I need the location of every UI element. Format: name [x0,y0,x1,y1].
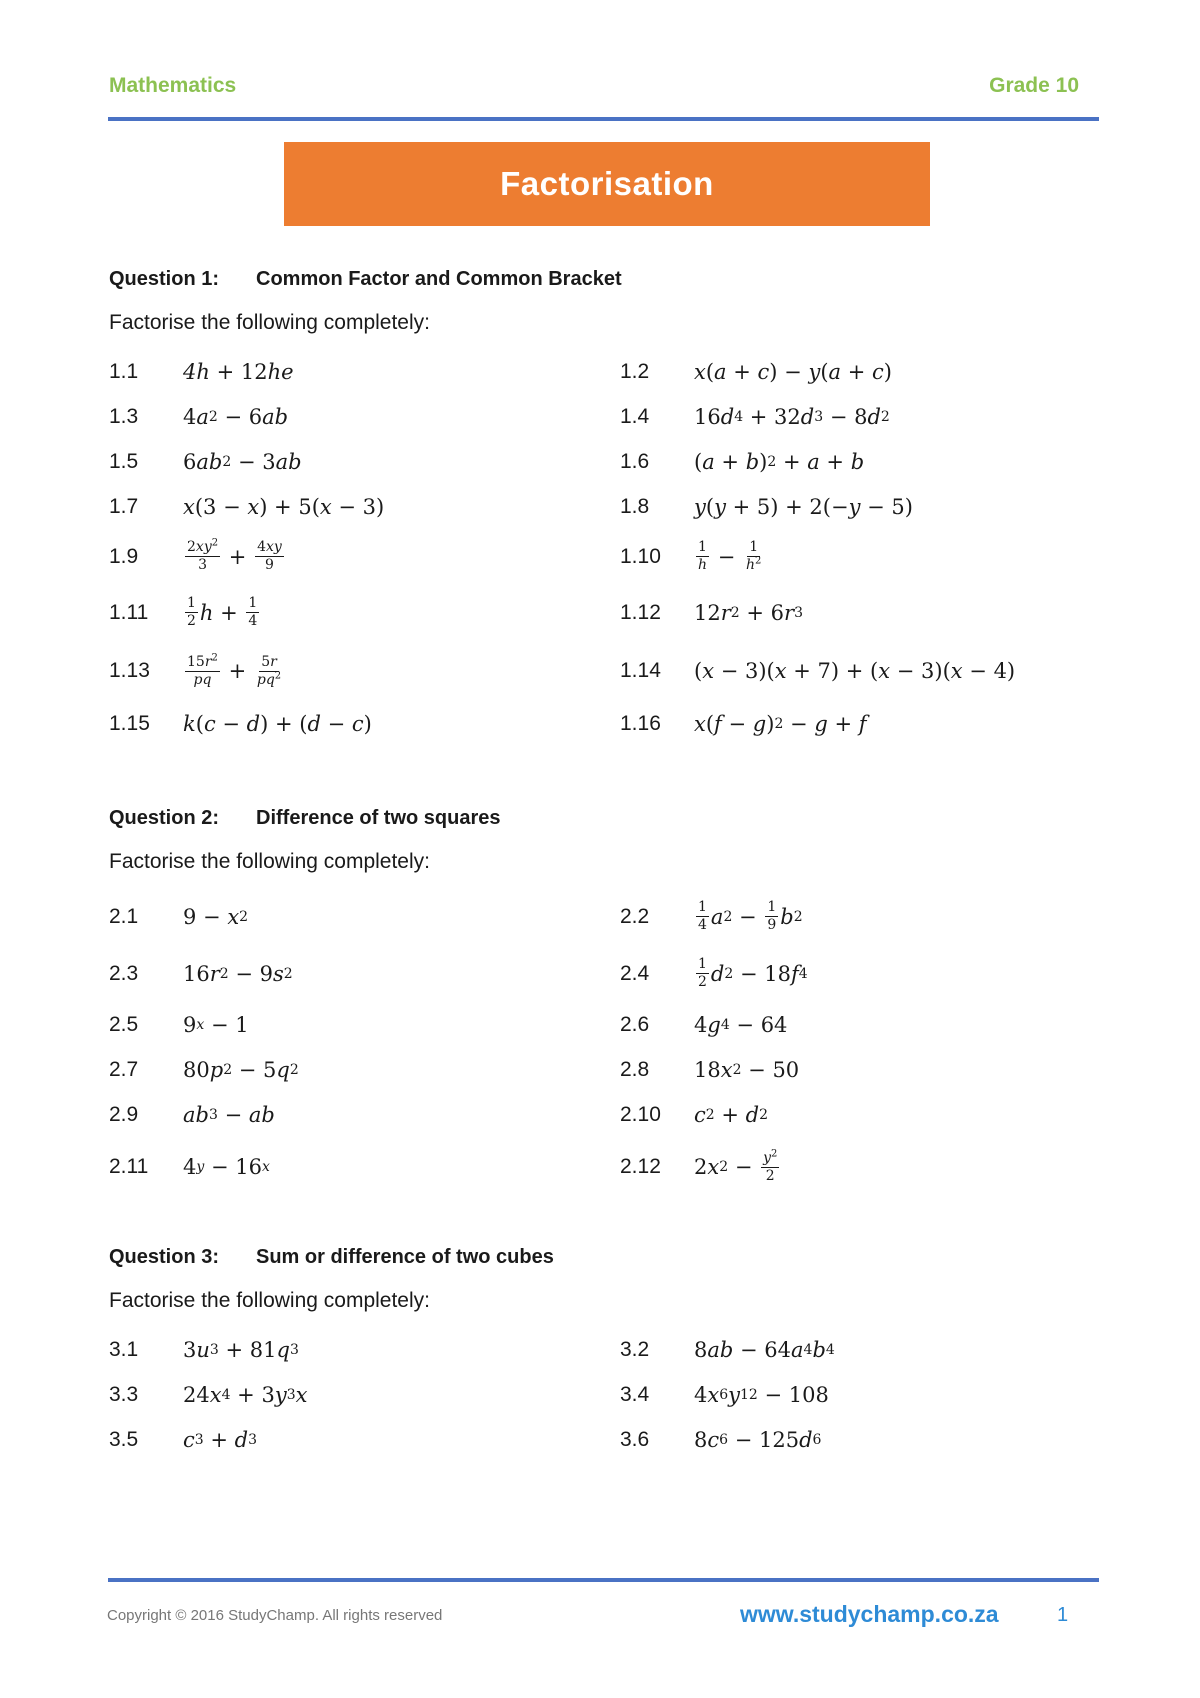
item-expression: 80 p 2 − 5 q 2 [183,1057,299,1082]
item-expression: 4 x 6 y 12 − 108 [694,1382,829,1407]
item-expression: 18 x 2 − 50 [694,1057,800,1082]
item-number: 3.6 [620,1427,650,1451]
item-1-6 [620,439,1099,484]
item-expression: x ( a + c ) − y ( a + c ) [694,359,892,384]
item-number: 2.1 [109,904,139,928]
item-expression: $\frac{1}{4}$ a 2 − $\frac{1}{9}$ b 2 [698,899,803,933]
item-2-11 [109,1137,620,1197]
item-number: 1.1 [109,359,139,383]
item-2-6 [620,1002,1099,1047]
question-2-label: Question 2: [109,806,220,829]
item-expression: ab 3 − ab [183,1102,275,1127]
item-2-3 [109,945,620,1002]
item-number: 1.4 [620,404,650,428]
item-number: 2.12 [620,1155,661,1178]
item-number: 1.11 [109,600,149,624]
item-expression: $\frac{1}{h}$ − $\frac{1}{h^2}$ [698,539,762,573]
item-expression: $\frac{1}{2}$ h + $\frac{1}{4}$ [187,595,258,629]
footer-copyright: Copyright © 2016 StudyChamp. All rights reserved [107,1607,443,1624]
item-2-10 [620,1092,1099,1137]
item-expression: y ( y + 5) + 2(− y − 5) [694,494,913,519]
item-2-12 [620,1137,1099,1197]
item-number: 1.8 [620,494,650,518]
item-number: 3.1 [109,1337,139,1361]
item-number: 1.12 [620,600,661,624]
item-number: 2.8 [620,1057,650,1081]
question-2-grid [109,888,1099,1197]
item-number: 1.7 [109,494,139,518]
item-expression: 4 y − 16 x [183,1155,270,1179]
item-number: 2.2 [620,904,650,928]
item-1-7 [109,484,620,529]
item-number: 1.6 [620,449,650,473]
item-2-2 [620,888,1099,945]
item-2-9 [109,1092,620,1137]
item-expression: ( x − 3)( x + 7) + ( x − 3)( x − 4) [694,659,1016,683]
question-1-instruction: Factorise the following completely: [109,311,430,334]
item-2-7 [109,1047,620,1092]
item-number: 1.16 [620,711,661,735]
footer-website-link[interactable]: www.studychamp.co.za [740,1601,999,1627]
item-1-4 [620,394,1099,439]
header-subject: Mathematics [109,74,237,97]
item-expression: 2 x 2 − $\frac{y^2}{2}$ [694,1148,778,1184]
item-1-11 [109,584,620,641]
item-3-4 [620,1372,1099,1417]
item-number: 2.6 [620,1012,650,1036]
page-title: Factorisation [284,142,930,226]
item-number: 3.5 [109,1427,139,1451]
item-expression: $\frac{15r^2}{pq}$ + $\frac{5r}{pq^2}$ [187,652,282,688]
item-1-16 [620,701,1099,746]
item-expression: 4 a 2 − 6 ab [183,404,289,429]
item-3-5 [109,1417,620,1462]
question-2-instruction: Factorise the following completely: [109,850,430,873]
item-number: 1.2 [620,359,650,383]
item-number: 2.4 [620,961,650,985]
item-expression: 16 r 2 − 9 s 2 [183,961,293,986]
item-number: 1.5 [109,449,139,473]
item-1-1 [109,349,620,394]
item-expression: 6 ab 2 − 3 ab [183,449,302,474]
item-1-9 [109,529,620,584]
page-number: 1 [1057,1604,1069,1626]
item-1-15 [109,701,620,746]
item-expression: 9 − x 2 [183,904,249,929]
item-2-8 [620,1047,1099,1092]
item-1-12 [620,584,1099,641]
item-1-10 [620,529,1099,584]
item-2-1 [109,888,620,945]
item-number: 2.7 [109,1057,139,1081]
item-3-3 [109,1372,620,1417]
item-1-5 [109,439,620,484]
item-expression: 8 ab − 64 a 4 b 4 [694,1337,835,1362]
question-1-label: Question 1: [109,267,220,290]
question-3-topic: Sum or difference of two cubes [256,1245,554,1268]
footer-rule [108,1578,1099,1582]
item-2-5 [109,1002,620,1047]
item-number: 2.3 [109,961,139,985]
item-expression: 8 c 6 − 125 d 6 [694,1427,822,1452]
question-2-section [109,801,1099,1197]
item-number: 2.11 [109,1155,149,1178]
item-expression: 4 g 4 − 64 [694,1012,788,1037]
question-3-grid [109,1327,1099,1462]
question-3-instruction: Factorise the following completely: [109,1289,430,1312]
item-1-3 [109,394,620,439]
item-1-14 [620,641,1099,701]
header-rule [108,117,1099,121]
header-grade: Grade 10 [989,74,1079,97]
question-1-heading [109,262,1099,296]
item-3-1 [109,1327,620,1372]
item-number: 3.2 [620,1337,650,1361]
item-2-4 [620,945,1099,1002]
item-expression: $\frac{1}{2}$ d 2 − 18 f 4 [698,956,808,990]
item-expression: 9 x − 1 [183,1012,249,1037]
item-number: 2.10 [620,1102,661,1126]
item-number: 1.9 [109,544,139,568]
item-expression: 3 u 3 + 81 q 3 [183,1337,299,1362]
item-number: 1.15 [109,711,150,735]
question-3-section [109,1240,1099,1462]
item-expression: 4h + 12 he [183,359,294,384]
item-number: 2.5 [109,1012,139,1036]
item-number: 1.13 [109,659,150,682]
item-number: 1.3 [109,404,139,428]
item-number: 2.9 [109,1102,139,1126]
item-3-2 [620,1327,1099,1372]
item-expression: 12 r 2 + 6 r 3 [694,600,803,625]
item-expression: 24 x 4 + 3 y 3 x [183,1382,308,1407]
item-number: 3.4 [620,1382,650,1406]
item-number: 3.3 [109,1382,139,1406]
item-1-8 [620,484,1099,529]
item-expression: x (3 − x ) + 5( x − 3) [183,494,385,519]
item-expression: ( a + b ) 2 + a + b [694,449,865,474]
question-3-heading [109,1240,1099,1274]
item-3-6 [620,1417,1099,1462]
question-3-label: Question 3: [109,1245,220,1268]
question-1-grid [109,349,1099,746]
item-number: 1.10 [620,544,661,568]
item-expression: 16 d 4 + 32 d 3 − 8 d 2 [694,404,890,429]
question-2-topic: Difference of two squares [256,806,501,829]
item-expression: c 3 + d 3 [183,1427,258,1452]
question-1-section [109,262,1099,746]
item-expression: c 2 + d 2 [694,1102,769,1127]
item-expression: x ( f − g ) 2 − g + f [694,711,867,736]
item-expression: k ( c − d ) + ( d − c ) [183,711,372,736]
item-1-13 [109,641,620,701]
question-1-topic: Common Factor and Common Bracket [256,267,622,290]
question-2-heading [109,801,1099,835]
item-number: 1.14 [620,659,661,682]
item-1-2 [620,349,1099,394]
item-expression: $\frac{2xy^2}{3}$ + $\frac{4xy}{9}$ [187,537,282,573]
